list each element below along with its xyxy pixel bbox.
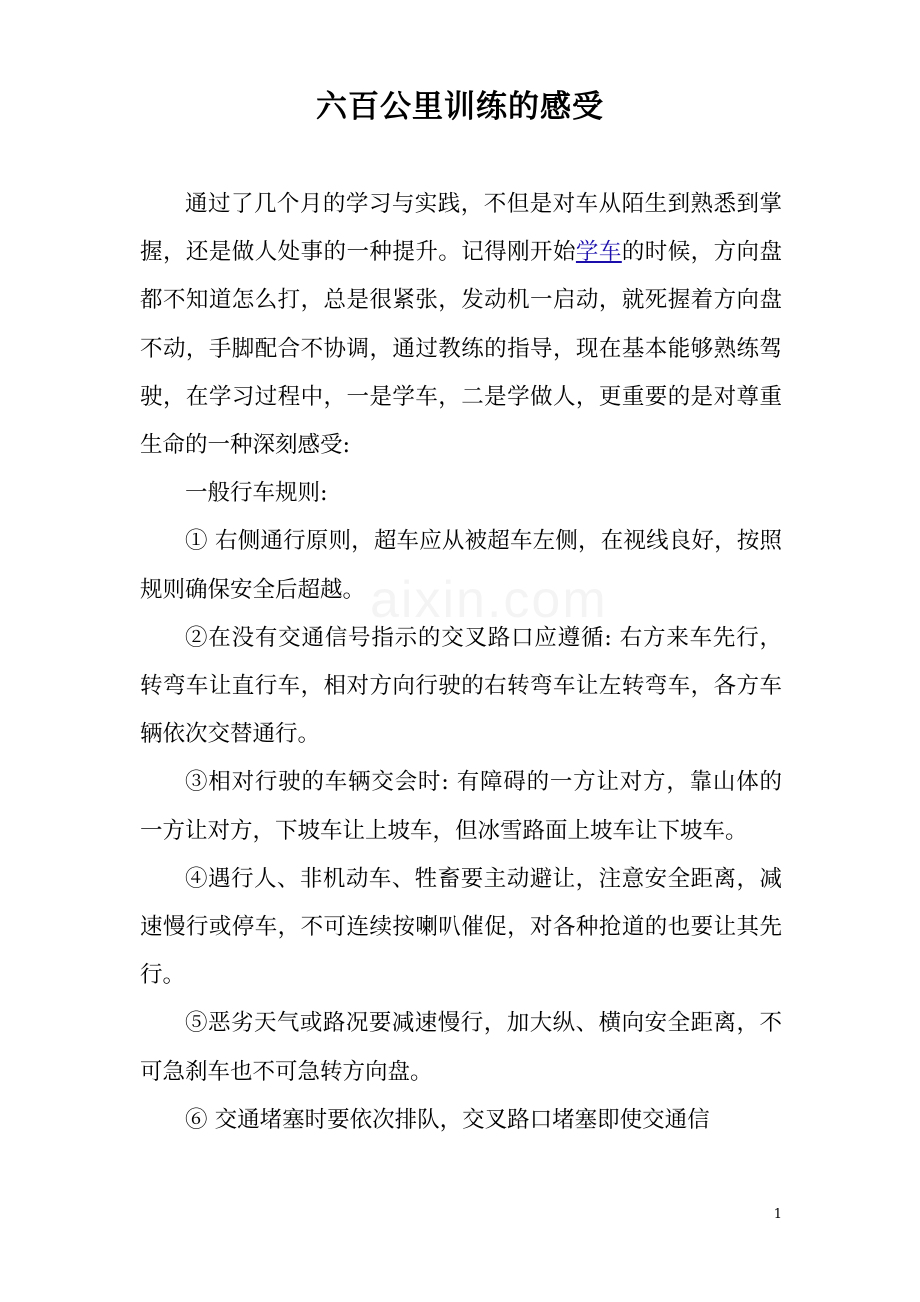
intro-text-start: 通过了几个月的学习与实践，不但是对车从陌生到熟悉到掌握，还是做人处事的一种提升。记得刚开始 bbox=[140, 191, 782, 266]
learn-driving-link[interactable]: 学车 bbox=[575, 239, 622, 266]
paragraph-intro bbox=[140, 180, 782, 469]
document-body bbox=[140, 180, 782, 1144]
paragraph-rule-3: ③相对行驶的车辆交会时: 有障碍的一方让对方，靠山体的一方让对方，下坡车让上坡车，但冰雪路面上坡车让下坡车。 bbox=[140, 769, 782, 844]
page-title: 六百公里训练的感受 bbox=[316, 89, 604, 125]
page-number: 1 bbox=[773, 1207, 782, 1222]
paragraph-rule-1: ① 右侧通行原则，超车应从被超车左侧，在视线良好，按照规则确保安全后超越。 bbox=[140, 528, 782, 603]
paragraph-rules-heading: 一般行车规则: bbox=[185, 480, 328, 507]
paragraph-rule-6: ⑥ 交通堵塞时要依次排队，交叉路口堵塞即使交通信 bbox=[185, 1106, 710, 1133]
paragraph-rule-2: ②在没有交通信号指示的交叉路口应遵循: 右方来车先行，转弯车让直行车，相对方向行驶的右转弯车让左转弯车，各方车辆依次交替通行。 bbox=[140, 624, 782, 748]
intro-text-end: 的时候，方向盘都不知道怎么打，总是很紧张，发动机一启动，就死握着方向盘不动，手脚配合不协调，通过教练的指导，现在基本能够熟练驾驶，在学习过程中，一是学车，二是学做人，更重要的是对尊重生命的一种深刻感受: bbox=[140, 239, 782, 459]
paragraph-rule-4: ④遇行人、非机动车、牲畜要主动避让，注意安全距离，减速慢行或停车，不可连续按喇叭催促，对各种抢道的也要让其先行。 bbox=[140, 865, 782, 989]
paragraph-rule-5: ⑤恶劣天气或路况要减速慢行，加大纵、横向安全距离，不可急刹车也不可急转方向盘。 bbox=[140, 1010, 782, 1085]
